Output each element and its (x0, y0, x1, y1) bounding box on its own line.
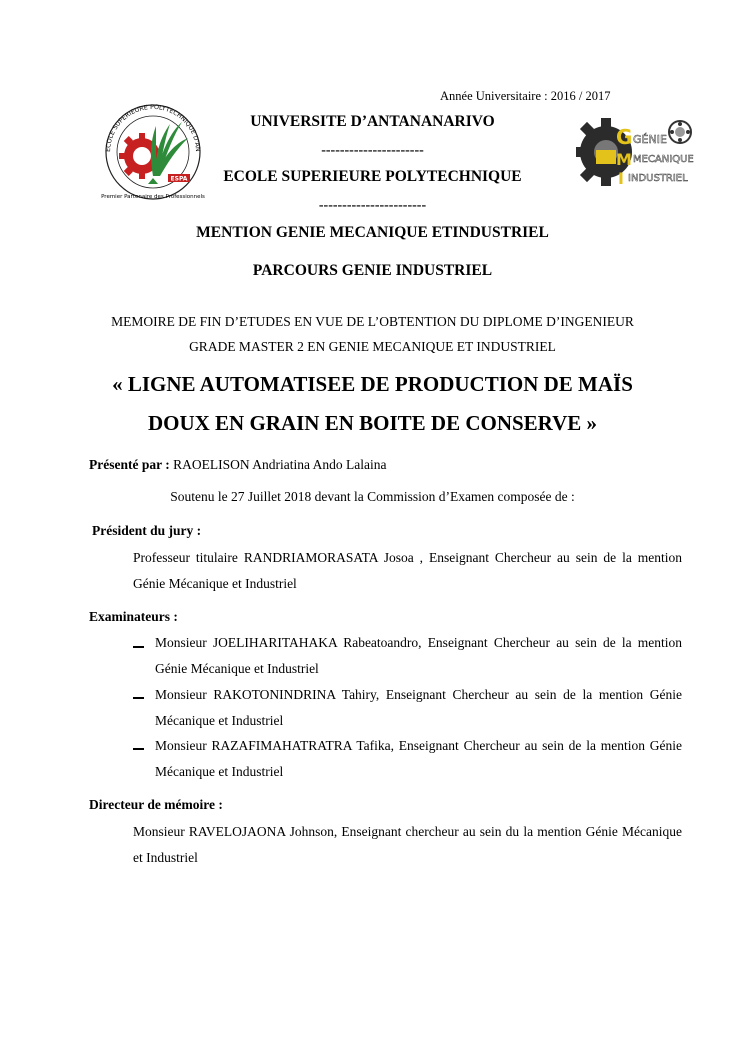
university-name: UNIVERSITE D’ANTANANARIVO (250, 113, 495, 130)
logo-text-mecanique: MECANIQUE (633, 154, 694, 165)
director-text: Monsieur RAVELOJAONA Johnson, Enseignant chercheur au sein du la mention Génie Mécanique et Industriel (133, 824, 682, 865)
memoire-description-line1: MEMOIRE DE FIN D’ETUDES EN VUE DE L’OBTENTION DU DIPLOME D’INGENIEUR (111, 314, 634, 329)
svg-text:G: G (616, 125, 633, 149)
academic-year: Année Universitaire : 2016 / 2017 (440, 89, 611, 103)
logo-caption: Premier Partenaire des Professionnels (101, 194, 205, 200)
svg-text:M: M (616, 150, 632, 169)
president-text: Professeur titulaire RANDRIAMORASATA Josoa , Enseignant Chercheur au sein de la mention Génie Mécanique et Industriel (133, 550, 682, 591)
bullet-dash (133, 646, 144, 648)
examiners-label: Examinateurs : (89, 609, 178, 624)
mention-name: MENTION GENIE MECANIQUE ETINDUSTRIEL (196, 224, 549, 241)
examiner-item: Monsieur JOELIHARITAHAKA Rabeatoandro, Enseignant Chercheur au sein de la mention Génie Mécanique et Industriel (155, 635, 682, 676)
separator: ---------------------- (321, 143, 424, 158)
thesis-title-line1: « LIGNE AUTOMATISEE DE PRODUCTION DE MAÏS (112, 372, 633, 396)
examiner-item: Monsieur RAKOTONINDRINA Tahiry, Enseignant Chercheur au sein de la mention Génie Mécanique et Industriel (155, 687, 682, 728)
school-name: ECOLE SUPERIEURE POLYTECHNIQUE (223, 168, 522, 185)
bullet-dash (133, 748, 144, 750)
logo-text-genie: GÉNIE (633, 133, 667, 146)
memoire-description-line2: GRADE MASTER 2 EN GENIE MECANIQUE ET INDUSTRIEL (189, 339, 556, 354)
author-name: RAOELISON Andriatina Ando Lalaina (169, 457, 387, 472)
bullet-dash (133, 697, 144, 699)
parcours-name: PARCOURS GENIE INDUSTRIEL (252, 262, 493, 279)
examiner-item: Monsieur RAZAFIMAHATRATRA Tafika, Enseignant Chercheur au sein de la mention Génie Mécanique et Industriel (155, 738, 682, 779)
director-label: Directeur de mémoire : (89, 797, 223, 812)
thesis-title-line2: DOUX EN GRAIN EN BOITE DE CONSERVE » (147, 411, 598, 435)
separator: ----------------------- (318, 198, 427, 213)
logo-text-industriel: INDUSTRIEL (628, 173, 688, 184)
defense-statement: Soutenu le 27 Juillet 2018 devant la Commission d’Examen composée de : (170, 489, 575, 504)
logo-badge-text: ESPA (170, 175, 188, 183)
president-label: Président du jury : (92, 523, 202, 538)
svg-text:I: I (618, 169, 624, 188)
logo-ring-text: ECOLE SUPERIEURE POLYTECHNIQUE D'AN (104, 103, 202, 153)
presented-by (89, 457, 386, 473)
presented-by-label: Présenté par : (89, 457, 170, 472)
